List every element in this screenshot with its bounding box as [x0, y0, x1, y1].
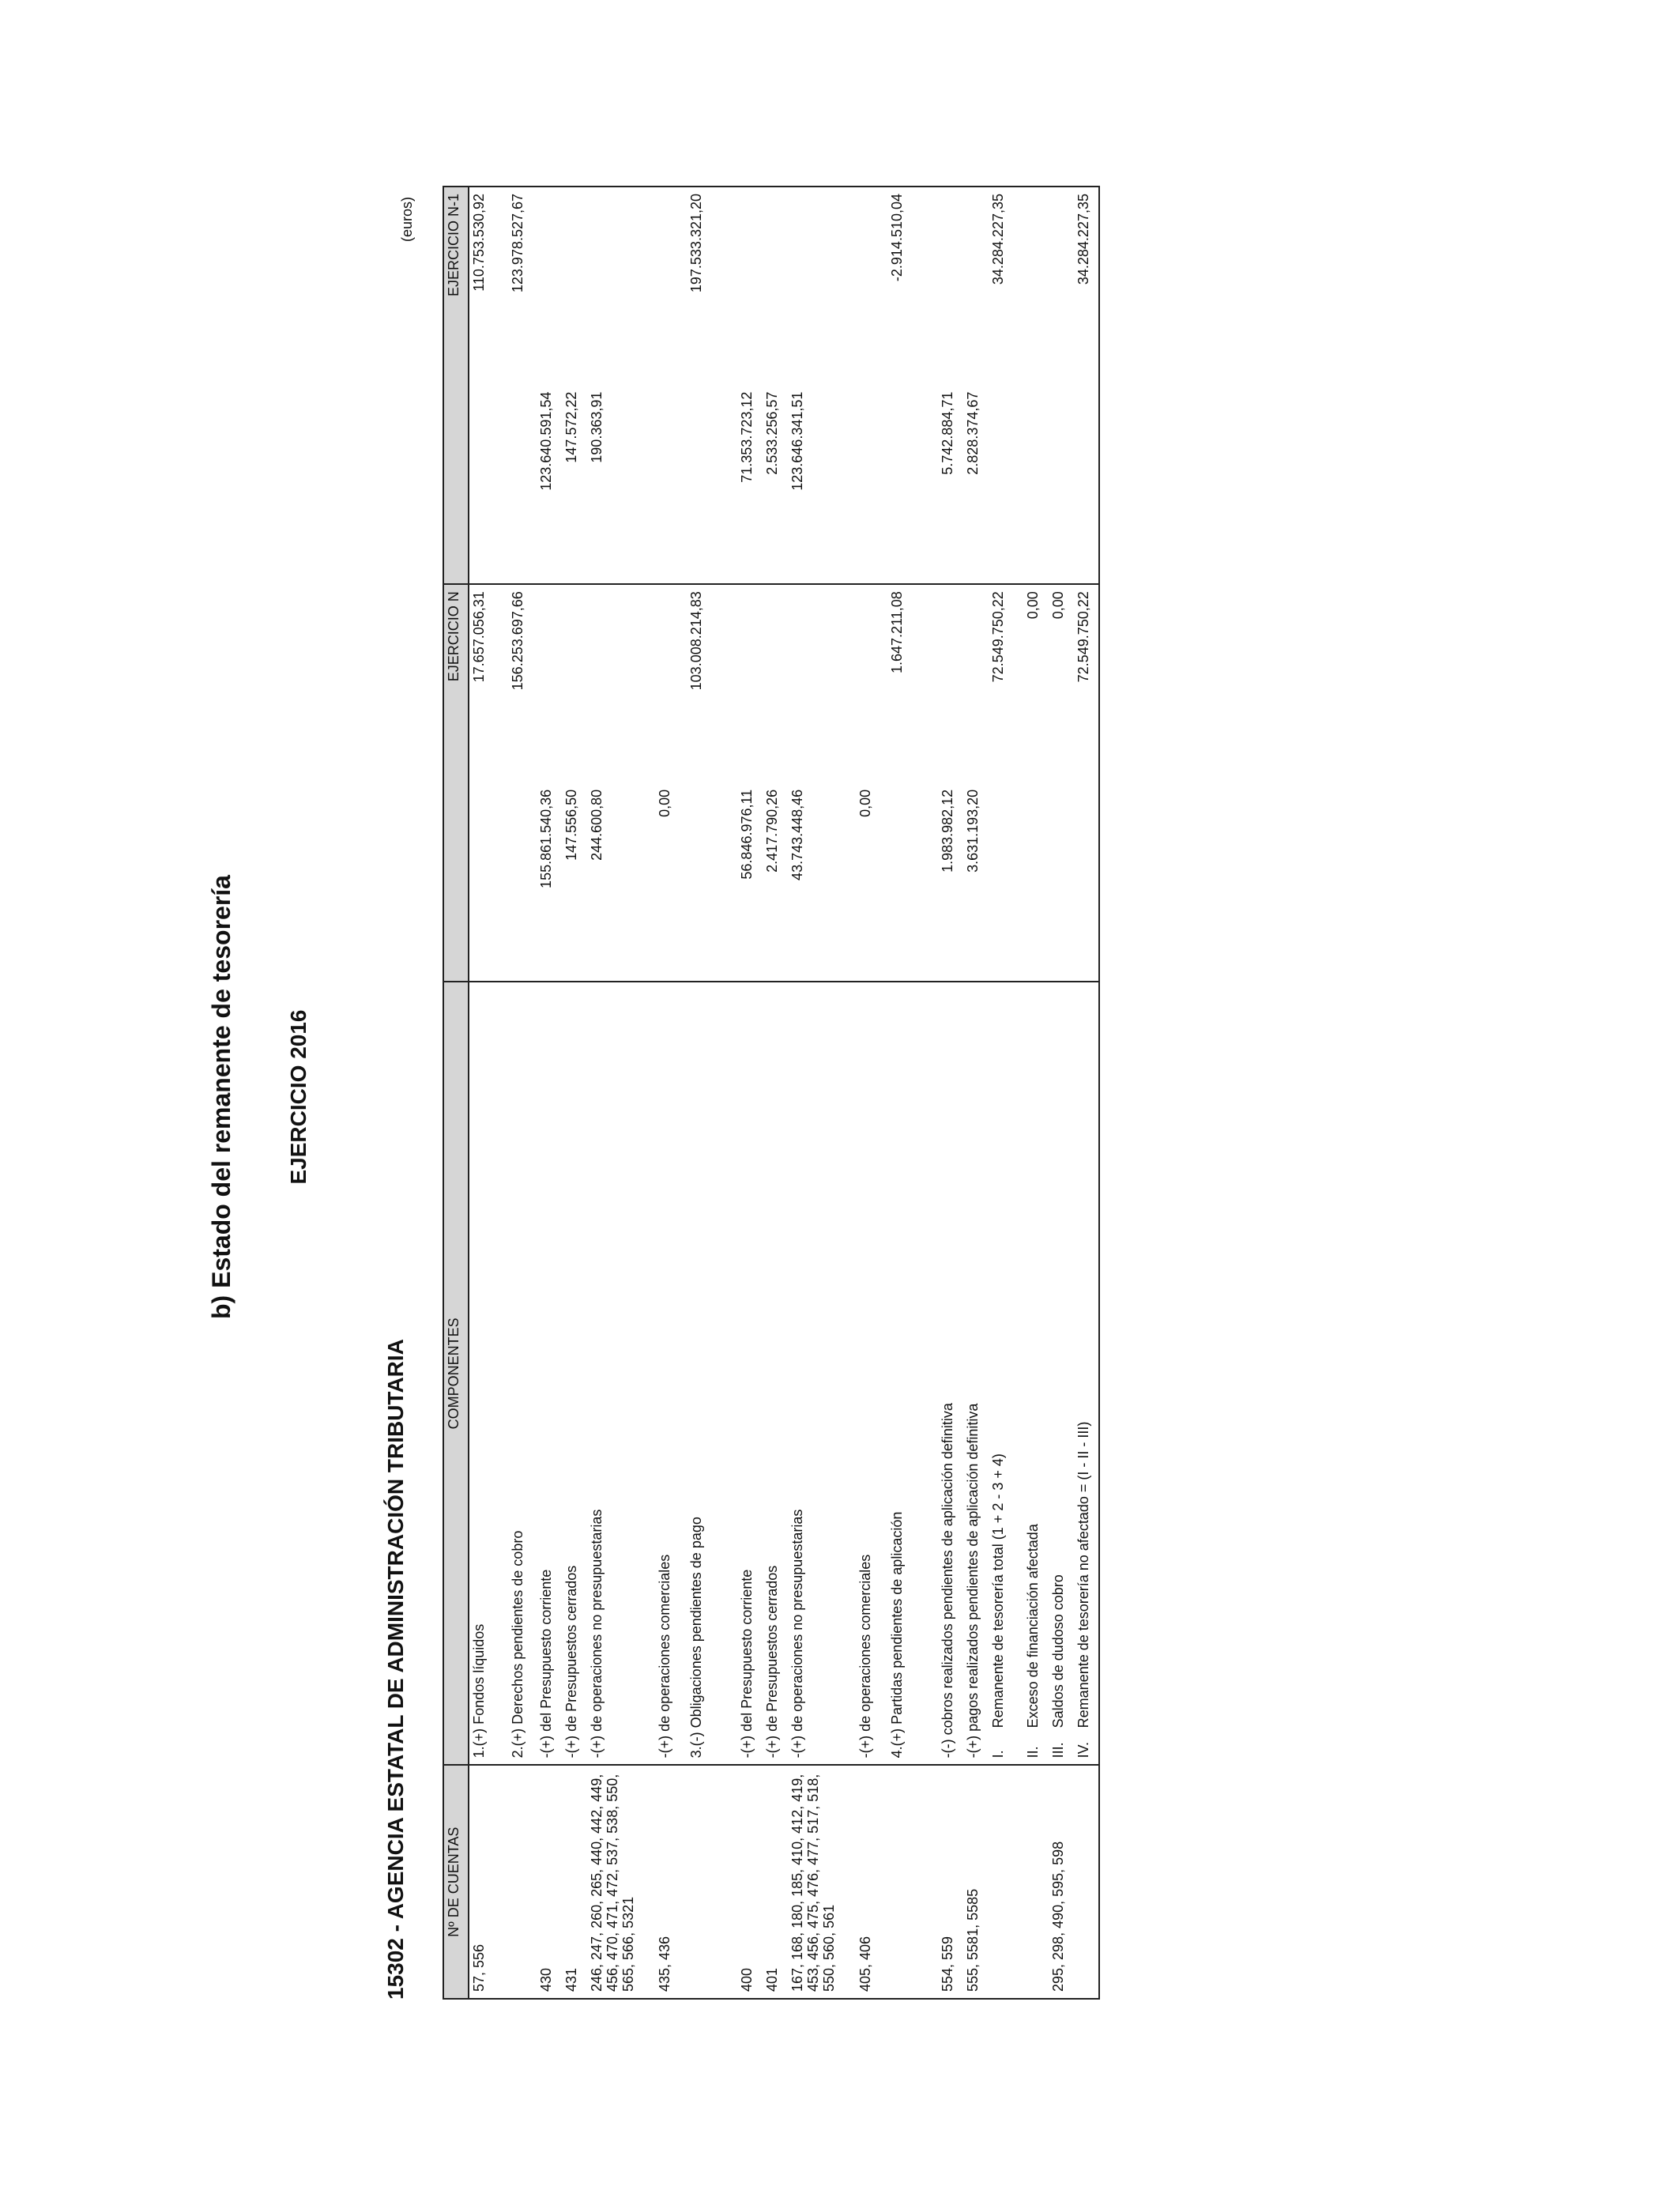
cell-componente-label: Remanente de tesorería total (1 + 2 - 3 + 4) — [990, 1453, 1006, 1728]
cell-componente — [587, 982, 655, 1765]
cell-n-detalle — [508, 783, 537, 982]
cell-cuentas — [687, 1765, 737, 1999]
cell-cuentas: 405, 406 — [856, 1765, 887, 1999]
cell-componente — [1049, 982, 1074, 1765]
cell-n1-total: 34.284.227,35 — [990, 194, 1006, 285]
table-row — [562, 187, 587, 1999]
cell-componente-label: -(+) de operaciones comerciales — [657, 1554, 672, 1759]
cell-n1-total — [1023, 187, 1049, 386]
cell-componente-label: Remanente de tesorería no afectado = (I - II - III) — [1075, 1421, 1091, 1728]
table-body — [469, 187, 1099, 1999]
cell-n1-detalle — [887, 386, 938, 585]
cell-n-detalle: 56.846.976,11 — [739, 789, 755, 880]
table-row — [737, 187, 763, 1999]
cell-n1-total: -2.914.510,04 — [889, 194, 905, 282]
cell-n-detalle: 1.983.982,12 — [940, 789, 955, 873]
page-title: b) Estado del remanente de tesorería — [207, 875, 235, 1319]
cell-prefix: II. — [1025, 1746, 1041, 1759]
cell-componente — [1023, 982, 1049, 1765]
cell-componente-label: -(+) de Presupuestos cerrados — [563, 1565, 579, 1759]
cell-componente — [856, 982, 887, 1765]
cell-n-total — [763, 584, 788, 783]
cell-componente — [1074, 982, 1099, 1765]
cell-cuentas: 167, 168, 180, 185, 410, 412, 419, 453, 456, 475, 476, 477, 517, 518, 550, 560, 561 — [788, 1765, 856, 1999]
header-ejercicio-n: EJERCICIO N — [443, 584, 469, 982]
cell-n-detalle — [1023, 783, 1049, 982]
cell-componente — [887, 982, 938, 1765]
cell-componente — [737, 982, 763, 1765]
table-row — [587, 187, 655, 1999]
table-row — [1074, 187, 1099, 1999]
cell-componente-label: Exceso de financiación afectada — [1025, 1524, 1041, 1728]
table-row — [687, 187, 737, 1999]
header-componentes: COMPONENTES — [443, 982, 469, 1765]
cell-cuentas: 554, 559 — [938, 1765, 963, 1999]
cell-n1-detalle: 123.640.591,54 — [538, 391, 554, 491]
cell-n1-total — [587, 187, 655, 386]
cell-n-total: 103.008.214,83 — [687, 584, 737, 783]
cell-n1-total: 123.978.527,67 — [510, 194, 525, 293]
cell-n1-detalle — [687, 386, 737, 585]
cell-n1-total: 34.284.227,35 — [1075, 194, 1091, 285]
cell-n1-total — [737, 187, 763, 386]
cell-cuentas — [887, 1765, 938, 1999]
cell-n-total — [562, 584, 587, 783]
cell-componente — [963, 982, 989, 1765]
cell-n-detalle: 244.600,80 — [589, 789, 605, 861]
cell-n-total — [856, 584, 887, 783]
cell-n1-total — [537, 187, 562, 386]
cell-componente-label: -(-) cobros realizados pendientes de aplicación definitiva — [940, 1403, 955, 1759]
cell-n-total — [938, 584, 963, 783]
cell-n-total — [737, 584, 763, 783]
cell-componente-label: -(+) de Presupuestos cerrados — [764, 1565, 780, 1759]
cell-n1-total — [963, 187, 989, 386]
cell-n1-total: 110.753.530,92 — [471, 194, 487, 292]
cell-componente — [763, 982, 788, 1765]
cell-n1-total — [1049, 187, 1074, 386]
cell-n1-detalle — [655, 386, 687, 585]
cell-prefix: I. — [990, 1750, 1006, 1759]
table-row — [1023, 187, 1049, 1999]
cell-n1-total — [856, 187, 887, 386]
cell-componente-label: 3.(-) Obligaciones pendientes de pago — [688, 1517, 704, 1759]
page-subtitle: EJERCICIO 2016 — [286, 1009, 311, 1185]
remanente-table — [443, 186, 1100, 2000]
table-row — [963, 187, 989, 1999]
cell-prefix: IV. — [1075, 1741, 1091, 1759]
cell-cuentas: 57, 556 — [469, 1765, 508, 1999]
cell-n-detalle: 3.631.193,20 — [965, 789, 981, 873]
cell-n1-detalle — [508, 386, 537, 585]
cell-n1-detalle: 71.353.723,12 — [739, 391, 755, 483]
cell-cuentas: 430 — [537, 1765, 562, 1999]
cell-n-detalle: 0,00 — [857, 789, 873, 817]
cell-n-total — [963, 584, 989, 783]
cell-n1-detalle — [469, 386, 508, 585]
cell-n-total: 156.253.697,66 — [508, 584, 537, 783]
cell-n-total — [655, 584, 687, 783]
cell-componente-label: -(+) de operaciones no presupuestarias — [589, 1509, 605, 1759]
table-row — [856, 187, 887, 1999]
cell-n-detalle — [469, 783, 508, 982]
cell-cuentas: 295, 298, 490, 595, 598 — [1049, 1765, 1074, 1999]
cell-componente-label: 2.(+) Derechos pendientes de cobro — [510, 1530, 525, 1759]
cell-componente-label: -(+) pagos realizados pendientes de aplicación definitiva — [965, 1403, 981, 1759]
cell-n-detalle: 2.417.790,26 — [764, 789, 780, 873]
cell-componente — [537, 982, 562, 1765]
cell-n-detalle: 43.743.448,46 — [789, 789, 805, 880]
cell-n1-detalle: 2.533.256,57 — [764, 391, 780, 475]
cell-n1-total — [763, 187, 788, 386]
table-row — [887, 187, 938, 1999]
header-cuentas: Nº DE CUENTAS — [443, 1765, 469, 1999]
table-row — [469, 187, 508, 1999]
cell-componente-label: 1.(+) Fondos líquidos — [471, 1623, 487, 1759]
cell-componente-label: -(+) de operaciones no presupuestarias — [789, 1509, 805, 1759]
cell-n1-total — [938, 187, 963, 386]
table-row — [938, 187, 963, 1999]
cell-n1-detalle: 2.828.374,67 — [965, 391, 981, 475]
cell-n1-total — [788, 187, 856, 386]
cell-n-detalle: 0,00 — [657, 789, 672, 817]
cell-n1-detalle: 147.572,22 — [563, 391, 579, 463]
cell-prefix: III. — [1050, 1742, 1066, 1759]
cell-n-detalle: 147.556,50 — [563, 789, 579, 861]
cell-cuentas: 401 — [763, 1765, 788, 1999]
table-row — [1049, 187, 1074, 1999]
cell-componente — [469, 982, 508, 1765]
cell-cuentas — [508, 1765, 537, 1999]
cell-cuentas — [1074, 1765, 1099, 1999]
cell-componente — [687, 982, 737, 1765]
units-label: (euros) — [399, 196, 415, 242]
cell-n-total: 72.549.750,22 — [989, 584, 1023, 783]
header-ejercicio-n1: EJERCICIO N-1 — [443, 187, 469, 584]
cell-cuentas — [1023, 1765, 1049, 1999]
cell-n1-detalle — [989, 386, 1023, 585]
cell-componente — [655, 982, 687, 1765]
cell-cuentas — [989, 1765, 1023, 1999]
cell-n-detalle — [1049, 783, 1074, 982]
cell-componente-label: -(+) del Presupuesto corriente — [538, 1569, 554, 1759]
cell-cuentas: 431 — [562, 1765, 587, 1999]
table-row — [655, 187, 687, 1999]
cell-n-total: 1.647.211,08 — [887, 584, 938, 783]
cell-n-detalle: 155.861.540,36 — [538, 789, 554, 888]
cell-n-detalle — [1074, 783, 1099, 982]
cell-componente-label: -(+) de operaciones comerciales — [857, 1554, 873, 1759]
cell-n-detalle — [989, 783, 1023, 982]
cell-componente — [938, 982, 963, 1765]
cell-componente — [562, 982, 587, 1765]
cell-n-total — [537, 584, 562, 783]
cell-componente — [508, 982, 537, 1765]
cell-cuentas: 555, 5581, 5585 — [963, 1765, 989, 1999]
table-row — [788, 187, 856, 1999]
cell-componente — [788, 982, 856, 1765]
table-row — [537, 187, 562, 1999]
cell-n-total — [788, 584, 856, 783]
cell-componente-label: 4.(+) Partidas pendientes de aplicación — [889, 1511, 905, 1759]
cell-n1-total: 197.533.321,20 — [688, 194, 704, 293]
cell-n-detalle — [687, 783, 737, 982]
cell-n1-total — [562, 187, 587, 386]
table-row — [763, 187, 788, 1999]
cell-componente — [989, 982, 1023, 1765]
cell-n-total — [587, 584, 655, 783]
cell-n1-detalle — [1049, 386, 1074, 585]
cell-componente-label: -(+) del Presupuesto corriente — [739, 1569, 755, 1759]
cell-componente-label: Saldos de dudoso cobro — [1050, 1574, 1066, 1728]
cell-n-total: 0,00 — [1049, 584, 1074, 783]
cell-n-total: 72.549.750,22 — [1074, 584, 1099, 783]
cell-n1-detalle — [856, 386, 887, 585]
cell-n1-detalle: 190.363,91 — [589, 391, 605, 463]
table-row — [508, 187, 537, 1999]
cell-n-total: 17.657.056,31 — [469, 584, 508, 783]
cell-n1-detalle: 123.646.341,51 — [789, 391, 805, 491]
entity-heading: 15302 - AGENCIA ESTATAL DE ADMINISTRACIÓN TRIBUTARIA — [383, 1339, 408, 2000]
table-row — [989, 187, 1023, 1999]
cell-n-detalle — [887, 783, 938, 982]
cell-n1-detalle — [1074, 386, 1099, 585]
table-header-row — [443, 187, 469, 1999]
cell-n1-detalle — [1023, 386, 1049, 585]
cell-cuentas: 246, 247, 260, 265, 440, 442, 449, 456, 470, 471, 472, 537, 538, 550, 565, 566, 5321 — [587, 1765, 655, 1999]
cell-n1-detalle: 5.742.884,71 — [940, 391, 955, 475]
cell-cuentas: 400 — [737, 1765, 763, 1999]
cell-n1-total — [655, 187, 687, 386]
cell-cuentas: 435, 436 — [655, 1765, 687, 1999]
cell-n-total: 0,00 — [1023, 584, 1049, 783]
